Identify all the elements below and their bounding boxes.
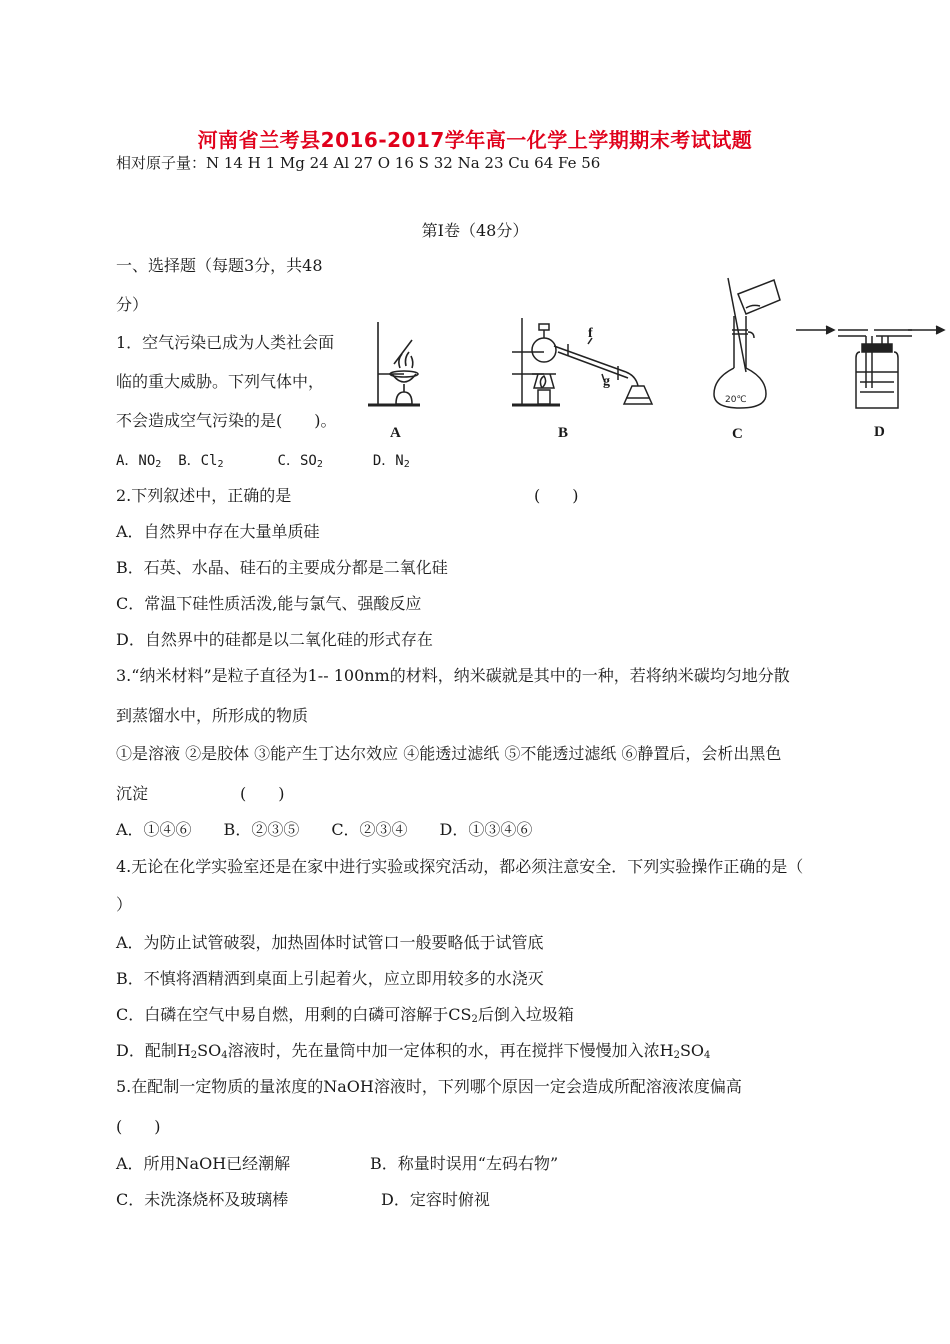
condenser-label-f: f	[588, 326, 593, 341]
q2-stem: 2.下列叙述中，正确的是	[116, 486, 292, 505]
q1-option-c: C．$SO_2$	[277, 453, 323, 470]
q1-options	[116, 451, 410, 471]
q3-line4: 沉淀	[116, 784, 149, 803]
flask-volume-mark: 20℃	[725, 395, 747, 405]
part-one-heading-line1: 一、选择题（每题3分，共48	[116, 256, 323, 275]
q3-answer-bracket: ( )	[240, 784, 285, 803]
section-header: 第Ⅰ卷（48分）	[421, 221, 529, 240]
apparatus-a-figure	[360, 318, 435, 413]
condenser-label-g: g	[603, 374, 610, 389]
q1-line1: 1．空气污染已成为人类社会面	[116, 333, 335, 352]
q4-option-a: A．为防止试管破裂，加热固体时试管口一般要略低于试管底	[116, 933, 544, 952]
q2-option-d: D．自然界中的硅都是以二氧化硅的形式存在	[116, 630, 433, 649]
q2-option-a: A．自然界中存在大量单质硅	[116, 522, 320, 541]
q5-option-a: A．所用NaOH已经潮解	[116, 1154, 291, 1173]
q4-option-b: B．不慎将酒精洒到桌面上引起着火，应立即用较多的水浇灭	[116, 969, 544, 988]
q5-option-b: B．称量时误用“左码右物”	[370, 1154, 559, 1173]
part-one-heading-line2: 分）	[116, 295, 149, 314]
apparatus-c-figure	[706, 272, 786, 416]
apparatus-c-label: C	[732, 426, 743, 442]
apparatus-b-label: B	[558, 425, 569, 441]
q1-option-a: A．$NO_2$	[116, 453, 162, 470]
q1-option-b: B．$Cl_2$	[178, 453, 224, 470]
exam-title: 河南省兰考县2016-2017学年高一化学上学期期末考试试题	[197, 128, 753, 152]
q3-line2: 到蒸馏水中，所形成的物质	[116, 706, 309, 725]
atomic-masses: 相对原子量：N 14 H 1 Mg 24 Al 27 O 16 S 32 Na 23 Cu 64 Fe 56	[116, 154, 601, 172]
q5-option-c: C．未洗涤烧杯及玻璃棒	[116, 1190, 289, 1209]
apparatus-d-figure	[796, 318, 946, 414]
q2-option-b: B．石英、水晶、硅石的主要成分都是二氧化硅	[116, 558, 448, 577]
q4-line1: 4.无论在化学实验室还是在家中进行实验或探究活动，都必须注意安全．下列实验操作正确的是（	[116, 857, 804, 876]
q2-answer-bracket: ( )	[534, 486, 579, 505]
q5-line1: 5.在配制一定物质的量浓度的NaOH溶液时，下列哪个原因一定会造成所配溶液浓度偏高	[116, 1077, 742, 1096]
q3-line3: ①是溶液 ②是胶体 ③能产生丁达尔效应 ④能透过滤纸 ⑤不能透过滤纸 ⑥静置后，会析出黑色	[116, 744, 782, 763]
q1-option-d: D．$N_2$	[372, 453, 410, 470]
q4-line2: ）	[116, 895, 133, 914]
q1-line3: 不会造成空气污染的是( )。	[116, 411, 337, 430]
q3-options: A．①④⑥ B．②③⑤ C．②③④ D．①③④⑥	[116, 820, 533, 839]
q4-option-d: D．配制$H_2SO_4$溶液时，先在量筒中加一定体积的水，再在搅拌下慢慢加入浓$H_2SO_4$	[116, 1041, 711, 1061]
apparatus-a-label: A	[390, 425, 401, 441]
apparatus-d-label: D	[874, 424, 885, 440]
q5-line2: ( )	[116, 1117, 161, 1136]
q3-line1: 3.“纳米材料”是粒子直径为1-- 100nm的材料，纳米碳就是其中的一种，若将纳米碳均匀地分散	[116, 666, 790, 685]
q4-option-c: C．白磷在空气中易自燃，用剩的白磷可溶解于$CS_2$后倒入垃圾箱	[116, 1005, 574, 1025]
q2-option-c: C．常温下硅性质活泼,能与氯气、强酸反应	[116, 594, 422, 613]
q5-option-d: D．定容时俯视	[381, 1190, 490, 1209]
q1-line2: 临的重大威胁。下列气体中，	[116, 372, 325, 391]
apparatus-b-figure	[508, 316, 658, 412]
